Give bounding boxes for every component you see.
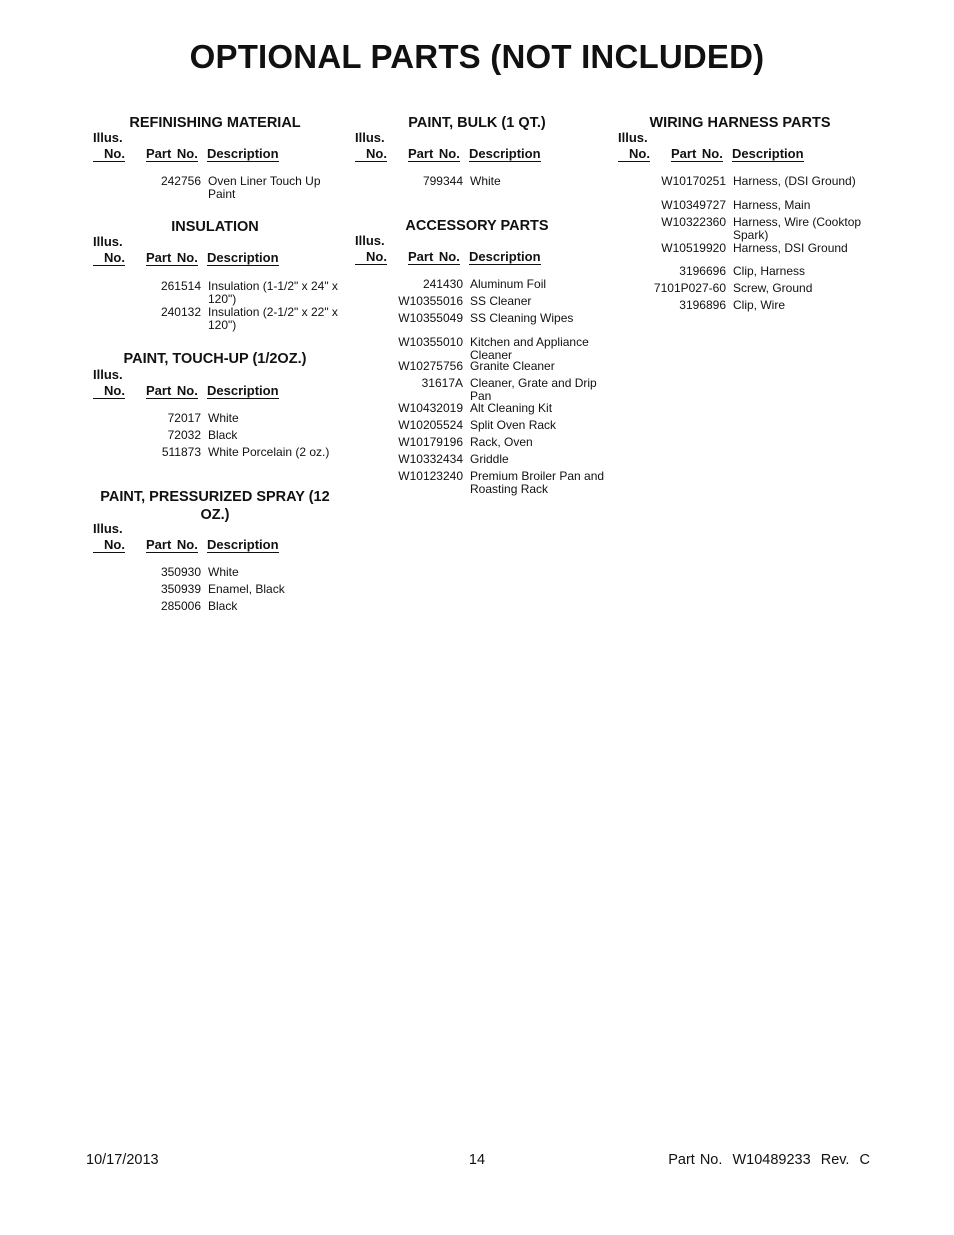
- part-description: Insulation (1-1/2" x 24" x 120"): [208, 279, 338, 306]
- part-description: Aluminum Foil: [470, 277, 547, 291]
- part-description: Griddle: [470, 452, 509, 466]
- part-description: White Porcelain (2 oz.): [208, 445, 330, 459]
- part-number: 242756: [160, 174, 201, 188]
- part-no-header: Part No.: [146, 537, 198, 552]
- part-number: W10432019: [398, 401, 463, 415]
- illus-no-header: No.: [93, 383, 125, 399]
- section-title: REFINISHING MATERIAL: [129, 115, 301, 131]
- description-header: Description: [732, 146, 804, 161]
- section-title: INSULATION: [171, 219, 259, 235]
- part-no-header: Part No.: [146, 383, 198, 398]
- part-number: 72032: [167, 428, 201, 442]
- footer-page-number: 14: [468, 1152, 486, 1168]
- part-number: 350930: [160, 565, 201, 579]
- part-description: Black: [208, 599, 238, 613]
- part-description: Premium Broiler Pan and Roasting Rack: [470, 469, 605, 496]
- part-description: Black: [208, 428, 238, 442]
- part-number: W10322360: [661, 215, 726, 229]
- part-description: Harness, Main: [733, 198, 811, 212]
- description-header: Description: [469, 146, 541, 161]
- section-title: ACCESSORY PARTS: [405, 218, 549, 234]
- part-number: 511873: [161, 445, 201, 459]
- description-header: Description: [469, 249, 541, 264]
- illus-header: Illus.: [93, 234, 123, 249]
- part-description: Clip, Harness: [733, 264, 806, 278]
- part-no-header: Part No.: [146, 146, 198, 161]
- part-number: 72017: [167, 411, 201, 425]
- footer-date: 10/17/2013: [86, 1152, 159, 1168]
- part-number: 241430: [422, 277, 463, 291]
- part-no-header: Part No.: [408, 146, 460, 161]
- part-description: Screw, Ground: [733, 281, 813, 295]
- footer-part-number: Part No. W10489233 Rev. C: [668, 1152, 870, 1168]
- part-number: 7101P027-60: [653, 281, 726, 295]
- part-description: White: [208, 411, 239, 425]
- part-number: W10355049: [398, 311, 463, 325]
- part-description: Oven Liner Touch Up Paint: [208, 174, 321, 201]
- illus-no-header: No.: [355, 146, 387, 162]
- part-number: W10123240: [398, 469, 463, 483]
- part-description: Clip, Wire: [733, 298, 786, 312]
- part-description: Harness, Wire (Cooktop Spark): [733, 215, 862, 242]
- part-description: SS Cleaner: [470, 294, 532, 308]
- part-description: Enamel, Black: [208, 582, 285, 596]
- part-no-header: Part No.: [671, 146, 723, 161]
- part-number: W10179196: [398, 435, 463, 449]
- part-description: Split Oven Rack: [470, 418, 557, 432]
- part-number: 285006: [160, 599, 201, 613]
- part-description: Granite Cleaner: [470, 359, 555, 373]
- part-number: W10170251: [661, 174, 726, 188]
- illus-header: Illus.: [355, 130, 385, 145]
- part-description: Kitchen and Appliance Cleaner: [470, 335, 589, 362]
- part-description: White: [470, 174, 501, 188]
- part-description: SS Cleaning Wipes: [470, 311, 574, 325]
- illus-no-header: No.: [93, 250, 125, 266]
- part-number: W10205524: [398, 418, 463, 432]
- part-number: W10275756: [398, 359, 463, 373]
- part-number: W10355016: [398, 294, 463, 308]
- part-number: 261514: [160, 279, 201, 293]
- part-number: 31617A: [421, 376, 463, 390]
- section-title: PAINT, TOUCH-UP (1/2OZ.): [123, 351, 307, 367]
- part-description: White: [208, 565, 239, 579]
- part-no-header: Part No.: [408, 249, 460, 264]
- illus-header: Illus.: [93, 521, 123, 536]
- description-header: Description: [207, 383, 279, 398]
- part-number: 799344: [422, 174, 463, 188]
- part-number: W10519920: [661, 241, 726, 255]
- illus-no-header: No.: [93, 537, 125, 553]
- part-description: Rack, Oven: [470, 435, 533, 449]
- page-title: OPTIONAL PARTS (NOT INCLUDED): [189, 38, 765, 75]
- part-number: 350939: [160, 582, 201, 596]
- illus-header: Illus.: [93, 130, 123, 145]
- section-title: WIRING HARNESS PARTS: [649, 115, 831, 131]
- section-title: PAINT, PRESSURIZED SPRAY (12 OZ.): [100, 489, 330, 523]
- illus-header: Illus.: [355, 233, 385, 248]
- illus-no-header: No.: [355, 249, 387, 265]
- part-number: 3196696: [679, 264, 726, 278]
- part-number: 3196896: [679, 298, 726, 312]
- part-description: Cleaner, Grate and Drip Pan: [470, 376, 597, 403]
- description-header: Description: [207, 250, 279, 265]
- part-no-header: Part No.: [146, 250, 198, 265]
- part-description: Harness, (DSI Ground): [733, 174, 856, 188]
- part-description: Harness, DSI Ground: [733, 241, 848, 255]
- illus-no-header: No.: [618, 146, 650, 162]
- illus-no-header: No.: [93, 146, 125, 162]
- section-title: PAINT, BULK (1 QT.): [408, 115, 546, 131]
- description-header: Description: [207, 537, 279, 552]
- part-description: Alt Cleaning Kit: [470, 401, 553, 415]
- part-number: 240132: [160, 305, 201, 319]
- part-number: W10355010: [398, 335, 463, 349]
- part-description: Insulation (2-1/2" x 22" x 120"): [208, 305, 338, 332]
- part-number: W10332434: [398, 452, 463, 466]
- illus-header: Illus.: [618, 130, 648, 145]
- illus-header: Illus.: [93, 367, 123, 382]
- part-number: W10349727: [661, 198, 726, 212]
- description-header: Description: [207, 146, 279, 161]
